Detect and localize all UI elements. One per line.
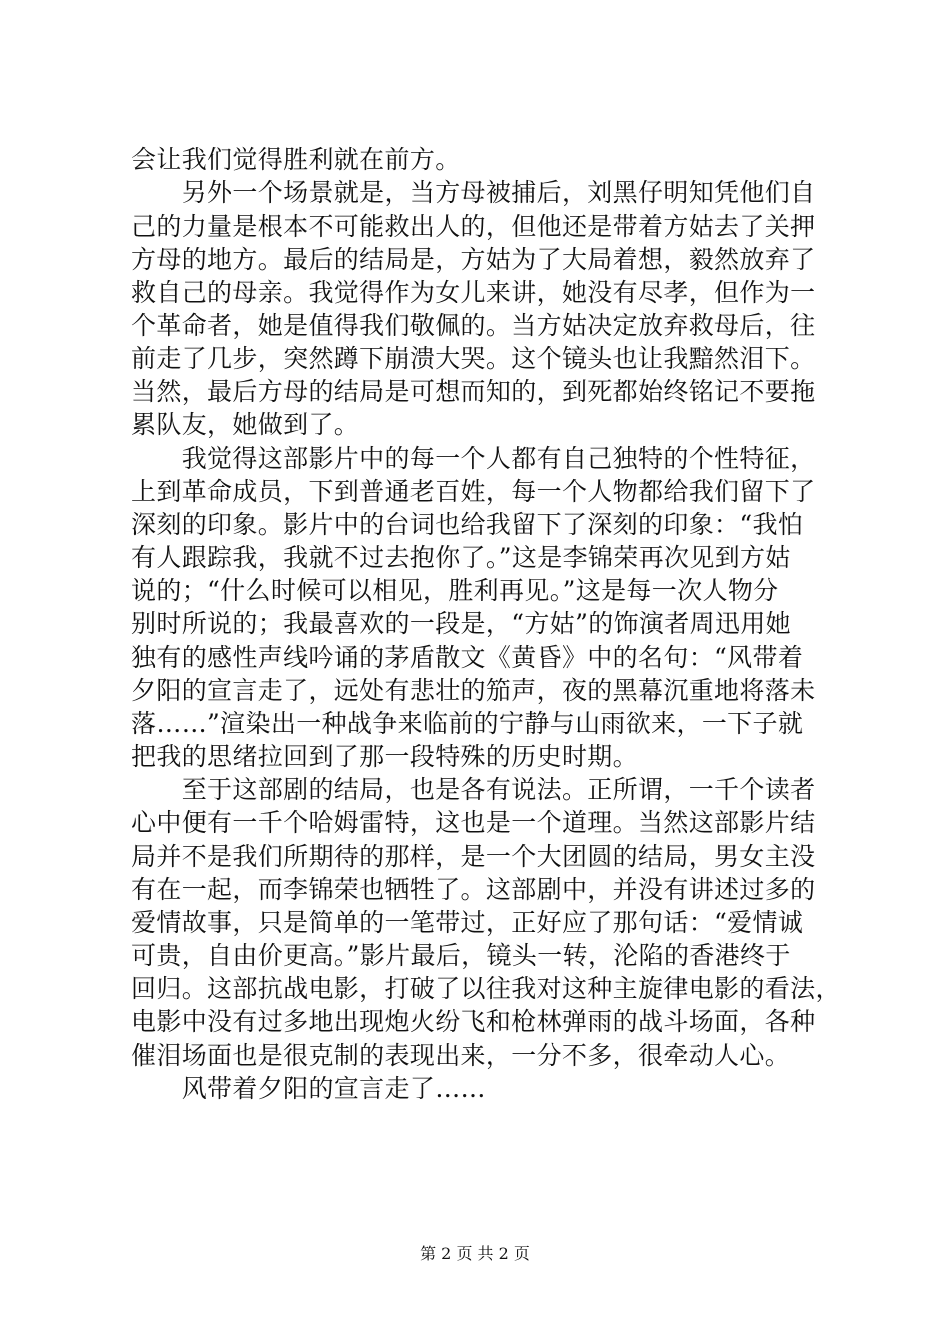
- text-line: 有在一起，而李锦荣也牺牲了。这部剧中，并没有讲述过多的: [131, 875, 816, 904]
- text-line: 方母的地方。最后的结局是，方姑为了大局着想，毅然放弃了: [131, 245, 816, 274]
- text-line: 我觉得这部影片中的每一个人都有自己独特的个性特征，: [131, 444, 816, 473]
- text-line: 己的力量是根本不可能救出人的，但他还是带着方姑去了关押: [131, 212, 816, 241]
- text-line: 催泪场面也是很克制的表现出来，一分不多，很牵动人心。: [131, 1041, 791, 1070]
- text-line: 至于这部剧的结局，也是各有说法。正所谓，一千个读者: [131, 775, 816, 804]
- text-line: 救自己的母亲。我觉得作为女儿来讲，她没有尽孝，但作为一: [131, 278, 816, 307]
- text-line: 心中便有一千个哈姆雷特，这也是一个道理。当然这部影片结: [131, 808, 816, 837]
- text-line: 另外一个场景就是，当方母被捕后，刘黑仔明知凭他们自: [131, 178, 816, 207]
- text-line: 落……”渲染出一种战争来临前的宁静与山雨欲来，一下子就: [131, 709, 804, 738]
- text-line: 独有的感性声线吟诵的茅盾散文《黄昏》中的名句：“风带着: [131, 643, 804, 672]
- text-line: 可贵，自由价更高。”影片最后，镜头一转，沦陷的香港终于: [131, 941, 791, 970]
- text-line: 别时所说的；我最喜欢的一段是，“方姑”的饰演者周迅用她: [131, 609, 792, 638]
- text-line: 累队友，她做到了。: [131, 410, 360, 439]
- text-line: 有人跟踪我，我就不过去抱你了。”这是李锦荣再次见到方姑: [131, 543, 791, 572]
- text-line: 当然，最后方母的结局是可想而知的，到死都始终铭记不要拖: [131, 377, 816, 406]
- text-line: 回归。这部抗战电影，打破了以往我对这种主旋律电影的看法，: [131, 974, 841, 1003]
- text-line: 前走了几步，突然蹲下崩溃大哭。这个镜头也让我黯然泪下。: [131, 344, 816, 373]
- text-line: 把我的思绪拉回到了那一段特殊的历史时期。: [131, 742, 639, 771]
- text-line: 个革命者，她是值得我们敬佩的。当方姑决定放弃救母后，往: [131, 311, 816, 340]
- text-line: 说的；“什么时候可以相见，胜利再见。”这是每一次人物分: [131, 576, 779, 605]
- text-line: 爱情故事，只是简单的一笔带过，正好应了那句话：“爱情诚: [131, 908, 804, 937]
- text-line: 会让我们觉得胜利就在前方。: [131, 145, 461, 174]
- page-number-footer: 第 2 页 共 2 页: [420, 1244, 530, 1263]
- text-line: 上到革命成员，下到普通老百姓，每一个人物都给我们留下了: [131, 477, 816, 506]
- text-line: 风带着夕阳的宣言走了……: [131, 1074, 486, 1103]
- text-line: 夕阳的宣言走了，远处有悲壮的笳声，夜的黑幕沉重地将落未: [131, 676, 816, 705]
- text-line: 局并不是我们所期待的那样，是一个大团圆的结局，男女主没: [131, 842, 816, 871]
- text-line: 深刻的印象。影片中的台词也给我留下了深刻的印象：“我怕: [131, 510, 804, 539]
- text-line: 电影中没有过多地出现炮火纷飞和枪林弹雨的战斗场面，各种: [131, 1007, 816, 1036]
